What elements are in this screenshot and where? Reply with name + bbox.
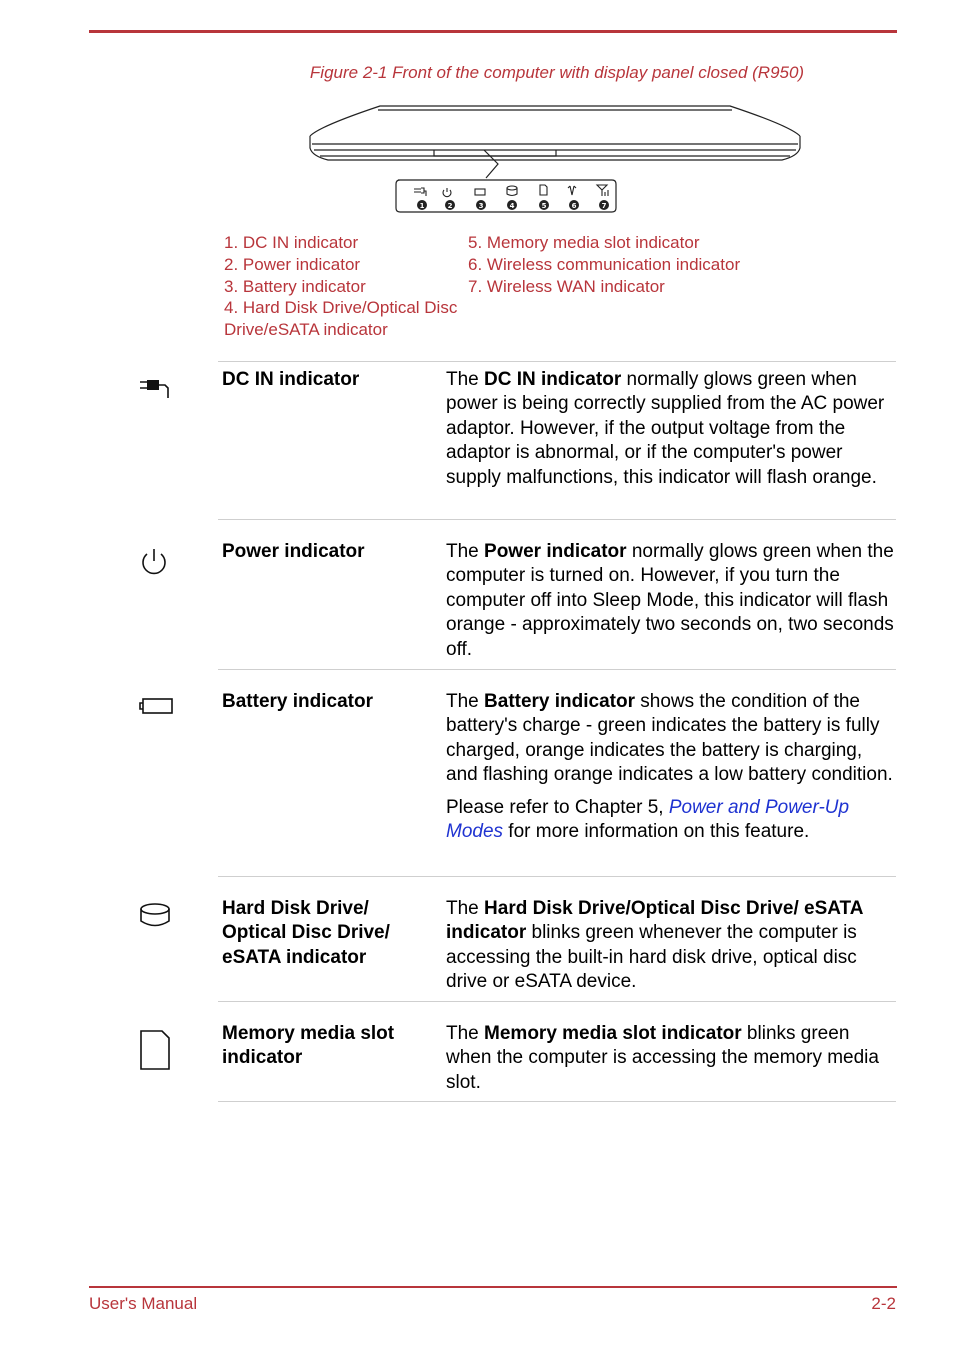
row-name: Memory media slot indicator — [222, 1023, 395, 1069]
indicator-number-3: 3 — [478, 202, 484, 210]
indicator-number-5: 5 — [541, 202, 547, 210]
table-row-dc-in — [218, 361, 896, 519]
row-name: DC IN indicator — [222, 369, 360, 390]
table-row-hdd — [218, 876, 896, 1001]
hdd-small-icon — [507, 186, 517, 190]
indicator-number-4: 4 — [509, 202, 515, 210]
power-small-icon — [443, 188, 451, 197]
indicator-table — [218, 361, 896, 1102]
bottom-rule — [89, 1286, 897, 1288]
footer-title: User's Manual — [89, 1294, 198, 1313]
row-description: The Power indicator normally glows green when the computer is turned on. However, if you turn the computer off into Sleep Mode, this indicator will flash orange - approximately two seconds on, two seconds off. — [446, 541, 894, 660]
table-row-memory — [218, 1001, 896, 1102]
legend-item: 7. Wireless WAN indicator — [468, 276, 665, 296]
table-row-power — [218, 519, 896, 669]
row-description: The DC IN indicator normally glows green when power is being correctly supplied from the AC power adaptor. However, if the output voltage from the adaptor is abnormal, or if the computer's power supply malfunctions, this indicator will flash orange. — [446, 369, 885, 488]
figure-caption: Figure 2-1 Front of the computer with display panel closed (R950) — [309, 63, 805, 82]
legend-item: 1. DC IN indicator — [224, 233, 359, 252]
indicator-number-1: 1 — [419, 202, 425, 210]
row-description: The Battery indicator shows the condition of the battery's charge - green indicates the battery is fully charged, orange indicates the battery is charging, and flashing orange indicates a low battery condition. Please refer to Chapter 5, Power and Power-Up Modes for more information on this feature. — [446, 691, 893, 843]
top-rule — [89, 30, 897, 33]
battery-icon — [138, 696, 174, 716]
dc-in-icon — [138, 374, 172, 400]
wwan-small-icon — [597, 185, 608, 196]
row-description: The Memory media slot indicator blinks green when the computer is accessing the memory media slot. — [446, 1023, 879, 1093]
memory-small-icon — [540, 185, 547, 195]
legend-column-1 — [224, 232, 464, 341]
legend-column-2 — [468, 232, 798, 297]
power-modes-link[interactable]: Power and Power-Up Modes — [446, 796, 850, 843]
row-name: Power indicator — [222, 541, 365, 562]
legend-item: 6. Wireless communication indicator — [468, 254, 741, 274]
wireless-small-icon — [568, 186, 576, 195]
indicator-number-2: 2 — [447, 202, 453, 210]
memory-card-icon — [138, 1028, 172, 1072]
legend-item: 2. Power indicator — [224, 254, 361, 274]
battery-small-icon — [475, 189, 485, 195]
row-name: Hard Disk Drive/ Optical Disc Drive/ eSATA indicator — [222, 898, 390, 968]
legend-item: 5. Memory media slot indicator — [468, 233, 700, 252]
laptop-front-illustration — [300, 100, 810, 218]
hard-disk-icon — [138, 901, 174, 931]
row-name: Battery indicator — [222, 691, 373, 712]
page-number: 2-2 — [871, 1294, 896, 1313]
row-description: The Hard Disk Drive/Optical Disc Drive/ eSATA indicator blinks green whenever the computer is accessing the built-in hard disk drive, optical disc drive or eSATA device. — [446, 898, 863, 993]
legend-item: 4. Hard Disk Drive/Optical Disc Drive/eSATA indicator — [224, 298, 458, 340]
power-icon — [138, 546, 170, 578]
indicator-number-7: 7 — [601, 202, 607, 210]
indicator-number-6: 6 — [571, 202, 577, 210]
table-row-battery — [218, 669, 896, 876]
dc-in-small-icon — [414, 188, 426, 196]
legend-item: 3. Battery indicator — [224, 276, 366, 296]
